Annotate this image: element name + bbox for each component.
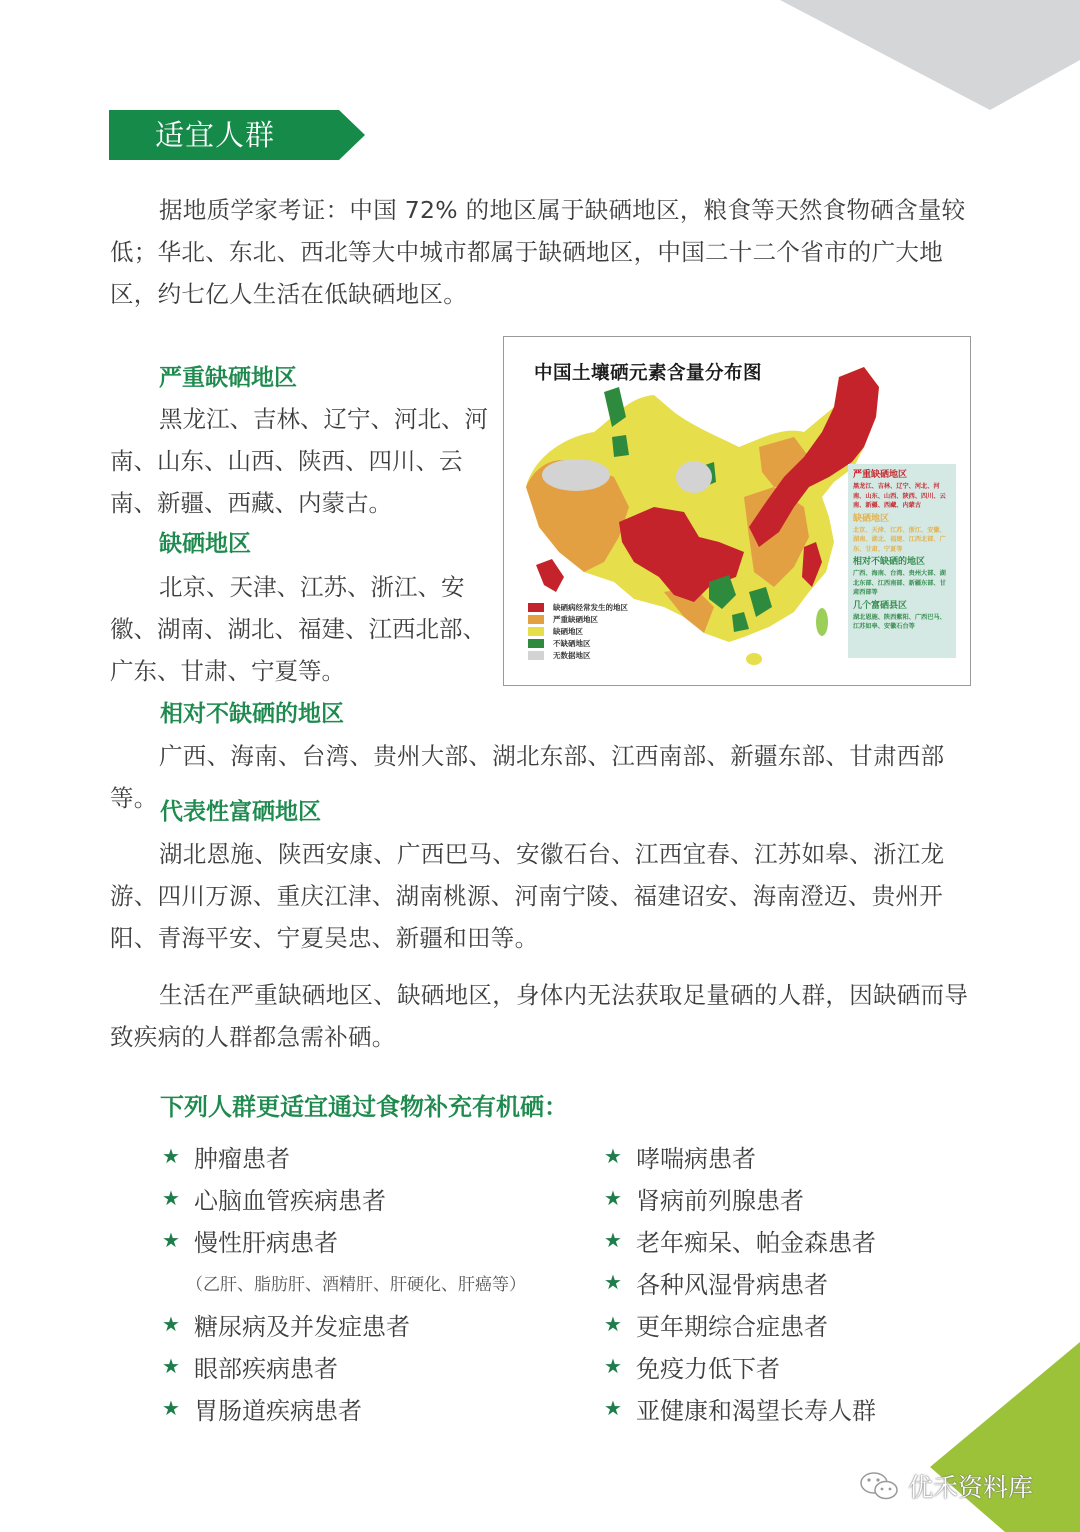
map-legend [528, 602, 628, 662]
list-item-label: 眼部疾病患者 [194, 1354, 338, 1383]
legend-swatch-gray [528, 651, 544, 660]
legend-swatch-orange [528, 615, 544, 624]
list-item [604, 1177, 876, 1219]
star-icon: ★ [604, 1354, 622, 1378]
list-item-note [162, 1261, 526, 1303]
list-item [162, 1303, 526, 1345]
list-item [162, 1345, 526, 1387]
legend-label: 缺硒地区 [553, 627, 583, 637]
star-icon: ★ [162, 1186, 180, 1210]
info-text-sufficient: 广西、海南、台湾、贵州大部、湖北东部、江西南部、新疆东部、甘肃西部等 [853, 570, 946, 596]
list-item-label: 胃肠道疾病患者 [194, 1396, 362, 1425]
info-heading-severe: 严重缺硒地区 [853, 470, 908, 480]
legend-item [528, 626, 628, 638]
legend-label: 不缺硒地区 [553, 639, 591, 649]
info-heading-deficient: 缺硒地区 [853, 513, 890, 524]
list-item [162, 1219, 526, 1261]
decorative-gray-corner [0, 0, 1080, 120]
list-item-label: 更年期综合症患者 [636, 1312, 828, 1341]
map-title: 中国土壤硒元素含量分布图 [534, 363, 763, 384]
watermark-text: 优禾资料库 [908, 1473, 1034, 1502]
list-item-label: 哮喘病患者 [636, 1144, 756, 1173]
list-item [604, 1387, 876, 1429]
list-item [162, 1177, 526, 1219]
list-item-label: 心脑血管疾病患者 [194, 1186, 386, 1215]
list-item [604, 1345, 876, 1387]
list-item [604, 1135, 876, 1177]
info-text-severe: 黑龙江、吉林、辽宁、河北、河南、山东、山西、陕西、四川、云南、新疆、西藏、内蒙古 [853, 483, 946, 509]
suitable-groups-list-left [162, 1135, 526, 1429]
section-banner [109, 110, 365, 160]
info-heading-sufficient: 相对不缺硒的地区 [853, 557, 926, 567]
legend-swatch-yellow [528, 627, 544, 636]
list-item [604, 1261, 876, 1303]
region-lists [110, 362, 490, 692]
legend-label: 严重缺硒地区 [553, 615, 598, 625]
star-icon: ★ [162, 1312, 180, 1336]
list-item-note-label: （乙肝、脂肪肝、酒精肝、肝硬化、肝癌等） [186, 1274, 526, 1295]
star-icon: ★ [162, 1144, 180, 1168]
section-title: 适宜人群 [155, 118, 276, 152]
list-item-label: 肿瘤患者 [194, 1144, 290, 1173]
rich-region-text: 湖北恩施、陕西安康、广西巴马、安徽石台、江西宜春、江苏如皋、浙江龙游、四川万源、重庆江津、湖南桃源、河南宁陵、福建诏安、海南澄迈、贵州开阳、青海平安、宁夏吴忠、新疆和田等。 [110, 840, 945, 952]
watermark [858, 1468, 1033, 1504]
list-item [604, 1303, 876, 1345]
star-icon: ★ [604, 1312, 622, 1336]
info-text-rich: 湖北恩施、陕西紫阳、广西巴马、江苏如皋、安徽石台等 [853, 613, 946, 630]
intro-paragraph: 据地质学家考证：中国 72% 的地区属于缺硒地区，粮食等天然食物硒含量较低；华北、东北、西北等大中城市都属于缺硒地区，中国二十二个省市的广大地区，约七亿人生活在低缺硒地区。 [110, 196, 966, 308]
selenium-distribution-map [503, 336, 971, 686]
list-item [162, 1135, 526, 1177]
sufficient-region-heading: 相对不缺硒的地区 [160, 701, 344, 727]
star-icon: ★ [162, 1354, 180, 1378]
list-item [604, 1219, 876, 1261]
legend-swatch-green [528, 639, 544, 648]
suitable-groups-list-right [604, 1135, 876, 1429]
star-icon: ★ [604, 1270, 622, 1294]
deficient-region-text: 北京、天津、江苏、浙江、安徽、湖南、湖北、福建、江西北部、广东、甘肃、宁夏等。 [110, 573, 486, 685]
wechat-icon [858, 1469, 902, 1503]
star-icon: ★ [604, 1186, 622, 1210]
legend-label: 无数据地区 [553, 651, 591, 661]
severe-region-heading: 严重缺硒地区 [159, 365, 297, 391]
list-item-label: 糖尿病及并发症患者 [194, 1312, 410, 1341]
list-item-label: 各种风湿骨病患者 [636, 1270, 828, 1299]
list-item-label: 肾病前列腺患者 [636, 1186, 804, 1215]
star-icon: ★ [162, 1396, 180, 1420]
suitable-groups-heading: 下列人群更适宜通过食物补充有机硒： [160, 1093, 568, 1121]
star-icon: ★ [604, 1144, 622, 1168]
rich-region-heading: 代表性富硒地区 [160, 799, 321, 825]
legend-item [528, 614, 628, 626]
list-item-label: 亚健康和渴望长寿人群 [636, 1396, 876, 1425]
severe-region-text: 黑龙江、吉林、辽宁、河北、河南、山东、山西、陕西、四川、云南、新疆、西藏、内蒙古。 [110, 405, 488, 517]
legend-item [528, 650, 628, 662]
info-text-deficient: 北京、天津、江苏、浙江、安徽、湖南、湖北、福建、江西北部、广东、甘肃、宁夏等 [853, 526, 946, 553]
legend-label: 缺硒病经常发生的地区 [553, 603, 628, 613]
conclusion-paragraph: 生活在严重缺硒地区、缺硒地区，身体内无法获取足量硒的人群，因缺硒而导致疾病的人群都急需补硒。 [110, 981, 969, 1051]
star-icon: ★ [604, 1228, 622, 1252]
legend-swatch-red [528, 603, 544, 612]
list-item [162, 1387, 526, 1429]
star-icon: ★ [604, 1396, 622, 1420]
list-item-label: 免疫力低下者 [636, 1354, 780, 1383]
map-info-box [848, 464, 956, 658]
list-item-label: 老年痴呆、帕金森患者 [636, 1228, 876, 1257]
star-icon: ★ [162, 1228, 180, 1252]
list-item-label: 慢性肝病患者 [194, 1228, 338, 1257]
deficient-region-heading: 缺硒地区 [159, 531, 251, 557]
legend-item [528, 602, 628, 614]
legend-item [528, 638, 628, 650]
sufficient-region-text: 广西、海南、台湾、贵州大部、湖北东部、江西南部、新疆东部、甘肃西部等。 [110, 742, 945, 812]
info-heading-rich: 几个富硒县区 [853, 600, 908, 611]
